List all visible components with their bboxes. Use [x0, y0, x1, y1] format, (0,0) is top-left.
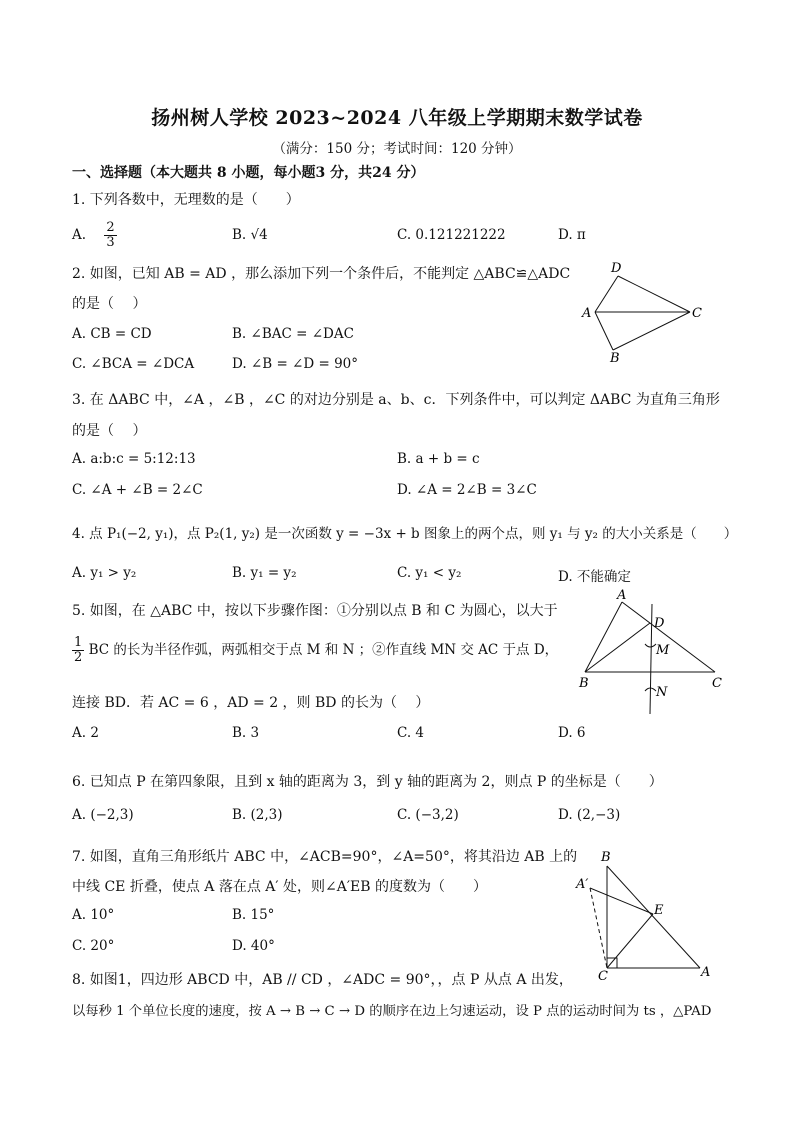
question-1-stem: 1. 下列各数中，无理数的是（ ） — [72, 192, 300, 208]
fig5-label-d: D — [654, 616, 665, 631]
question-8-stem-cont: 以每秒 1 个单位长度的速度，按 A → B → C → D 的顺序在边上匀速运动，设 P 点的运动时间为 ts ，△PAD — [72, 1004, 712, 1019]
fig5-label-a: A — [617, 588, 627, 603]
q5-option-a: A. 2 — [72, 725, 99, 741]
figure-q2 — [578, 258, 708, 366]
question-4-stem: 4. 点 P₁(−2, y₁)，点 P₂(1, y₂) 是一次函数 y = −3x + b 图象上的两个点，则 y₁ 与 y₂ 的大小关系是（ ） — [72, 526, 738, 542]
fig5-arc-m — [645, 644, 656, 647]
q5-option-b: B. 3 — [232, 725, 260, 741]
q7-option-d: D. 40° — [232, 938, 275, 954]
fig5-label-n: N — [656, 685, 668, 700]
q7-option-a: A. 10° — [72, 907, 115, 923]
figure-q5 — [572, 586, 732, 720]
question-3-stem-cont: 的是（ ） — [72, 423, 147, 439]
q1-option-c: C. 0.121221222 — [397, 227, 506, 243]
q1-option-b: B. √4 — [232, 227, 268, 243]
fig7-line-a1e — [590, 888, 653, 914]
fig2-line-ab — [595, 312, 613, 350]
exam-title: 扬州树人学校 2023~2024 八年级上学期期末数学试卷 — [151, 107, 643, 129]
question-6-stem: 6. 已知点 P 在第四象限，且到 x 轴的距离为 3，到 y 轴的距离为 2，则点 P 的坐标是（ ） — [72, 774, 663, 790]
fig2-label-c: C — [692, 306, 702, 321]
q2-option-b: B. ∠BAC = ∠DAC — [232, 326, 354, 342]
fig5-label-c: C — [712, 676, 722, 691]
fig7-label-a-prime: A′ — [576, 877, 589, 892]
q1-option-d: D. π — [558, 227, 586, 243]
q7-option-c: C. 20° — [72, 938, 115, 954]
question-7-stem-cont: 中线 CE 折叠，使点 A 落在点 A′ 处，则∠A′EB 的度数为（ ） — [72, 879, 488, 895]
q3-option-b: B. a + b = c — [397, 451, 480, 467]
fig2-label-b: B — [610, 351, 620, 366]
fig5-line-ac — [622, 602, 715, 672]
fig7-label-b: B — [601, 850, 611, 865]
q4-option-d: D. 不能确定 — [558, 569, 631, 585]
q2-option-d: D. ∠B = ∠D = 90° — [232, 356, 359, 372]
question-2-stem: 2. 如图，已知 AB = AD ，那么添加下列一个条件后，不能判定 △ABC≌△ADC — [72, 266, 571, 282]
fig5-line-mn — [650, 604, 652, 714]
question-5-stem-cont: $\frac{1}{2}$ BC 的长为半径作弧，两弧相交于点 M 和 N ；②作直线 MN 交 AC 于点 D， — [74, 635, 559, 665]
fig7-label-e: E — [654, 903, 664, 918]
q6-option-a: A. (−2,3) — [72, 807, 134, 823]
q1-fraction: $\frac{2}{3}$ — [106, 220, 115, 250]
q3-option-a: A. a:b:c = 5:12:13 — [72, 451, 196, 467]
q2-option-a: A. CB = CD — [72, 326, 152, 342]
q4-option-a: A. y₁ > y₂ — [72, 565, 137, 581]
fig7-label-a: A — [701, 965, 711, 980]
q3-option-c: C. ∠A + ∠B = 2∠C — [72, 482, 203, 498]
question-3-stem: 3. 在 ΔABC 中，∠A ，∠B ，∠C 的对边分别是 a、b、c．下列条件中，可以判定 ΔABC 为直角三角形 — [72, 392, 720, 408]
fig5-line-ab — [585, 602, 622, 672]
q6-option-c: C. (−3,2) — [397, 807, 459, 823]
fig5-label-b: B — [579, 676, 589, 691]
q6-option-b: B. (2,3) — [232, 807, 283, 823]
fig2-label-d: D — [611, 261, 622, 276]
q4-option-c: C. y₁ < y₂ — [397, 565, 462, 581]
q5-option-c: C. 4 — [397, 725, 425, 741]
q7-option-b: B. 15° — [232, 907, 275, 923]
q5-fraction: $\frac{1}{2}$ — [74, 635, 83, 665]
fig2-line-bc — [613, 312, 690, 350]
q2-option-c: C. ∠BCA = ∠DCA — [72, 356, 195, 372]
q6-option-d: D. (2,−3) — [558, 807, 621, 823]
fig2-line-ad — [595, 276, 618, 312]
question-5-stem-last: 连接 BD．若 AC = 6 ，AD = 2 ，则 BD 的长为（ ） — [72, 695, 430, 711]
fig7-line-a1c — [590, 888, 607, 968]
fig7-label-c: C — [598, 969, 608, 982]
exam-subtitle: （满分：150 分；考试时间：120 分钟） — [272, 141, 522, 157]
q4-option-b: B. y₁ = y₂ — [232, 565, 297, 581]
fig5-label-m: M — [656, 643, 670, 658]
figure-q7 — [572, 846, 722, 982]
question-8-stem: 8. 如图1，四边形 ABCD 中，AB // CD ，∠ADC = 90°，，点 P 从点 A 出发， — [72, 972, 573, 988]
section-heading: 一、选择题（本大题共 8 小题，每小题3 分，共24 分） — [72, 165, 425, 181]
question-7-stem: 7. 如图，直角三角形纸片 ABC 中，∠ACB=90°，∠A=50°，将其沿边 AB 上的 — [72, 849, 578, 865]
q1-option-a: A. $\frac{2}{3}$ — [72, 220, 115, 250]
question-5-stem: 5. 如图，在 △ABC 中，按以下步骤作图：①分别以点 B 和 C 为圆心，以大于 — [72, 603, 558, 619]
fig5-line-bd — [585, 623, 650, 672]
fig2-line-dc — [618, 276, 690, 312]
q5-option-d: D. 6 — [558, 725, 586, 741]
fig7-line-ce — [607, 914, 653, 968]
fig2-label-a: A — [582, 306, 592, 321]
question-2-stem-cont: 的是（ ） — [72, 296, 147, 312]
q3-option-d: D. ∠A = 2∠B = 3∠C — [397, 482, 537, 498]
